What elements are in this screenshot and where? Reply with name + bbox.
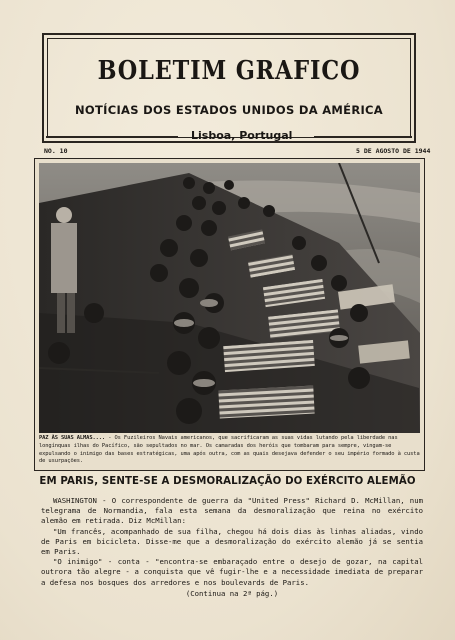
publication-place: Lisboa, Portugal [191,129,293,142]
article-dateline: WASHINGTON [53,496,97,505]
continued-note: (Continua na 2ª pág.) [185,588,279,598]
article-paragraph-2 [41,527,423,558]
caption-text: - Os Fuzileiros Navais americanos, que sacrificaram as suas vidas lutando pela liberdade nas longínquas ilhas do Pacífico, são sepultados no mar. Os camaradas dos heróis que tombaram para sempre, vingam-se expulsando o inimigo das bases estratégicas, uma após outra, com as quais desejava defender o seu império formado à custa de usurpações. [39,435,420,465]
photo-caption [39,435,422,466]
newspaper-title: BOLETIM GRAFICO [97,56,361,86]
paragraph-1-text: - O correspondente de guerra da "United Press" Richard D. McMillan, num telegrama de Normandia, fala esta semana da desmoralização que reina no exército alemão em retirada. Diz McMillan: [41,496,423,526]
issue-date: 5 DE AGOSTO DE 1944 [356,147,431,155]
article-paragraph-1 [41,496,423,527]
photo-frame [34,158,425,471]
issue-number: NO. 10 [44,147,68,155]
article-paragraph-3 [41,557,423,588]
caption-lead: PAZ ÀS SUAS ALMAS.... [39,435,106,441]
burial-at-sea-photo [39,163,420,433]
masthead-inner-border [47,38,411,138]
rule-right [314,136,412,138]
masthead [42,33,416,143]
rule-left [46,136,178,138]
paragraph-3-text: "O inimigo" - conta - "encontra-se embaraçado entre o desejo de gozar, na capital outrora tão alegre - a conquista que vê fugir-lhe e a necessidade imediata de preparar a defesa nos bosques dos arredores e nos boulevards de Paris. [41,557,423,587]
article-body [41,496,423,599]
article-headline: EM PARIS, SENTE-SE A DESMORALIZAÇÃO DO EXÉRCITO ALEMÃO [39,476,416,487]
paragraph-2-text: "Um francês, acompanhado de sua filha, chegou há dois dias às linhas aliadas, vindo de Paris em bicicleta. Disse-me que a desmoralização do exército alemão já se sentia em Paris. [41,526,423,557]
place-row [46,129,412,143]
newspaper-subtitle: NOTÍCIAS DOS ESTADOS UNIDOS DA AMÉRICA [74,103,383,117]
